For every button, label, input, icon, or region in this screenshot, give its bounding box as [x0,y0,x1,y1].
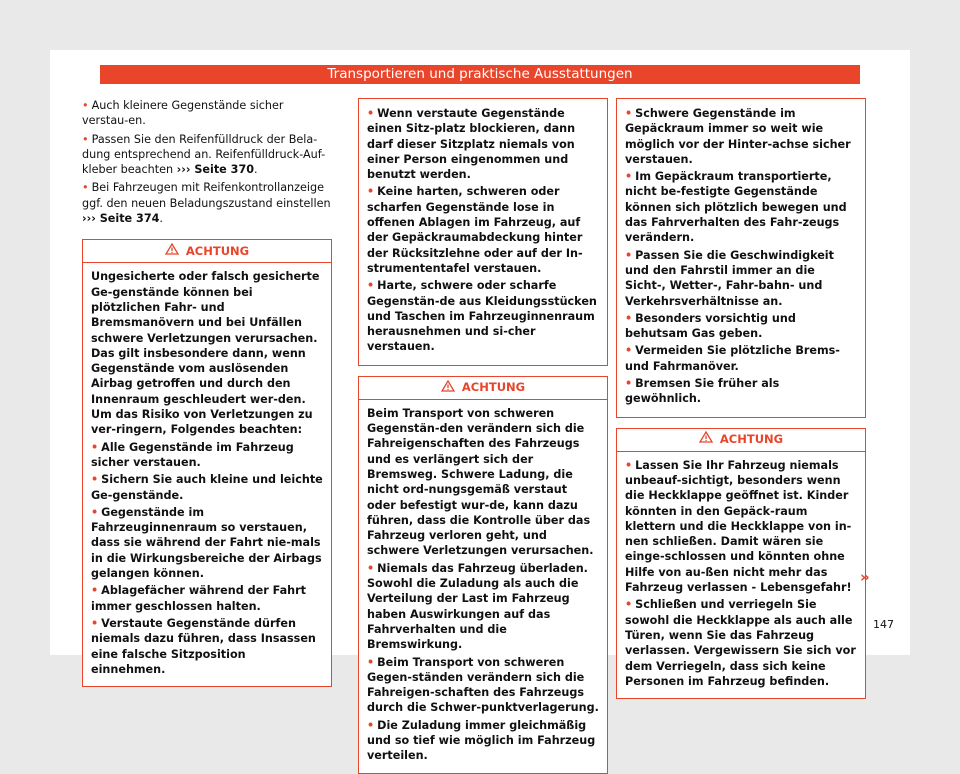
warning-box [616,428,866,699]
bullet-icon: • [82,181,89,195]
list-item: • Die Zuladung immer gleichmäßig und so tief wie möglich im Fahrzeug verteilen. [367,718,596,763]
warning-body: Ungesicherte oder falsch gesicherte Ge-genstände können bei plötzlichen Fahr- und Bremsmanövern und bei Unfällen schwere Verletzungen verursachen. Das gilt insbesondere dann, wenn Gegenstände vom auslösenden Airbag getroffen und durch den Innenraum geschleudert wer-den. Um das Risiko von Verletzungen zu ver-ringern, Folgendes beachten: • Alle Gegenstände im Fahrzeug sicher verstauen. • Sichern Sie auch kleine und leichte Ge-genstände. • Gegenstände im Fahrzeuginnenraum so verstauen, dass sie während der Fahrt nie-mals in die Wirkungsbereiche der Airbags gelangen können. • Ablagefächer während der Fahrt immer geschlossen halten. • Verstaute Gegenstände dürfen niemals dazu führen, dass Insassen eine falsche Sitzposition einnehmen. [91,270,323,676]
list-item: • Beim Transport von schweren Gegen-ständen verändern sich die Fahreigen-schaften des Fahrzeugs durch die Schwer-punktverlagerung. [367,655,599,715]
list-item: • Alle Gegenstände im Fahrzeug sicher verstauen. [91,440,294,469]
list-item: • Harte, schwere oder scharfe Gegenstän-de aus Kleidungsstücken und Taschen im Fahrzeuginnenraum herausnehmen und si-cher verstauen. [367,279,597,354]
column-2 [358,98,608,774]
bullet-icon: • [91,440,99,454]
list-item: • Gegenstände im Fahrzeuginnenraum so verstauen, dass sie während der Fahrt nie-mals in die Wirkungsbereiche der Airbags gelangen können. [91,505,322,581]
bullet-icon: • [91,473,99,487]
warning-header: ACHTUNG [83,240,331,263]
list-item: • Passen Sie die Geschwindigkeit und den Fahrstil immer an die Sicht-, Wetter-, Fahr-bahn- und Verkehrsverhältnisse an. [625,248,834,308]
list-item: • Besonders vorsichtig und behutsam Gas geben. [625,311,796,341]
bullet-icon: • [625,344,633,358]
list-item: • Bremsen Sie früher als gewöhnlich. [625,377,780,406]
manual-page [50,50,910,763]
bullet-icon: • [625,170,633,184]
section-header: Transportieren und praktische Ausstattungen [100,65,860,84]
list-item: • Vermeiden Sie plötzliche Brems- und Fahrmanöver. [625,344,840,373]
bullet-icon: • [367,107,375,120]
bullet-icon: • [625,107,633,120]
warning-header: ACHTUNG [617,429,865,452]
bullet-icon: • [367,279,375,293]
page-link[interactable]: ››› Seite 374 [82,212,160,226]
list-item: • Ablagefächer während der Fahrt immer geschlossen halten. [91,584,307,613]
warning-box [358,376,608,774]
bullet-icon: • [625,598,633,612]
bullet-icon: • [82,99,89,112]
bullet-icon: • [625,458,633,472]
list-item: • Lassen Sie Ihr Fahrzeug niemals unbeauf-sichtigt, besonders wenn die Heckklappe geöffnet ist. Kinder könnten in den Gepäck-raum klettern und die Heckklappe von in-nen schließen. Damit wären sie einge-schlossen und könnten ohne Hilfe von au-ßen nicht mehr das Fahrzeug verlassen - Lebensgefahr! [625,458,852,595]
warning-triangle-icon [441,380,455,396]
bullet-icon: • [367,561,375,575]
column-3 [616,98,866,699]
list-item: • Niemals das Fahrzeug überladen. Sowohl die Zuladung als auch die Verteilung der Last im Fahrzeug haben Auswirkungen auf das Fahrverhalten und die Bremswirkung. [367,561,588,652]
bullet-icon: • [91,505,99,519]
bullet-icon: • [625,248,633,262]
list-item: • Auch kleinere Gegenstände sicher verstau-en. [82,99,284,128]
warning-body [617,452,865,698]
warning-continuation-box [358,98,608,366]
warning-triangle-icon [699,431,713,447]
bullet-icon: • [367,655,375,669]
warning-box [82,239,332,687]
list-item: • Schwere Gegenstände im Gepäckraum immer so weit wie möglich vor der Hinter-achse sicher verstauen. [625,107,851,166]
list-item: • Sichern Sie auch kleine und leichte Ge-genstände. [91,473,323,502]
page-link[interactable]: ››› Seite 370 [176,163,255,177]
bullet-icon: • [625,311,633,325]
list-item: • Verstaute Gegenstände dürfen niemals dazu führen, dass Insassen eine falsche Sitzposition einnehmen. [91,616,316,676]
list-item: • Schließen und verriegeln Sie sowohl die Heckklappe als auch alle Türen, wenn Sie das Fahrzeug verlassen. Vergewissern Sie sich vor dem Verriegeln, dass sich keine Personen im Fahrzeug befinden. [625,598,856,688]
bullet-icon: • [367,718,375,732]
list-item: • Im Gepäckraum transportierte, nicht be-festigte Gegenstände können sich plötzlich bewegen und das Fahrverhalten des Fahr-zeugs verändern. [625,170,847,245]
warning-header: ACHTUNG [359,377,607,400]
continue-arrow-icon: » [860,568,870,586]
bullet-icon: • [625,377,633,391]
warning-continuation-box [616,98,866,418]
list-item: • Bei Fahrzeugen mit Reifenkontrollanzeige ggf. den neuen Beladungszustand einstellen ››› Seite 374. [82,181,331,226]
page-number: 147 [873,618,894,631]
column-1 [82,98,332,687]
list-item: • Wenn verstaute Gegenstände einen Sitz-platz blockieren, dann darf dieser Sitzplatz niemals von einer Person eingenommen und benutzt werden. [367,107,576,182]
warning-body: Beim Transport von schweren Gegenstän-den verändern sich die Fahreigenschaften des Fahrzeugs und es verlängert sich der Bremsweg. Schwere Ladung, die nicht ord-nungsgemäß verstaut oder befestigt wur-de, kann dazu führen, dass die Kontrolle über das Fahrzeug verloren geht, und schwere Verletzungen verursachen. • Niemals das Fahrzeug überladen. Sowohl die Zuladung als auch die Verteilung der Last im Fahrzeug haben Auswirkungen auf das Fahrverhalten und die Bremswirkung. • Beim Transport von schweren Gegen-ständen verändern sich die Fahreigen-schaften des Fahrzeugs durch die Schwer-punktverlagerung. • Die Zuladung immer gleichmäßig und so tief wie möglich im Fahrzeug verteilen. [367,406,599,763]
bullet-icon: • [91,616,99,630]
bullet-icon: • [91,584,99,598]
bullet-icon: • [367,185,375,199]
list-item: • Keine harten, schweren oder scharfen Gegenstände lose in offenen Ablagen im Fahrzeug, auf der Gepäckraumabdeckung hinter der Rücksitzlehne oder auf der In-strumententafel verstauen. [367,185,583,275]
bullet-icon: • [82,132,89,146]
warning-triangle-icon [165,243,179,259]
list-item: • Passen Sie den Reifenfülldruck der Bela-dung entsprechend an. Reifenfülldruck-Auf-kleber beachten ››› Seite 370. [82,132,326,177]
